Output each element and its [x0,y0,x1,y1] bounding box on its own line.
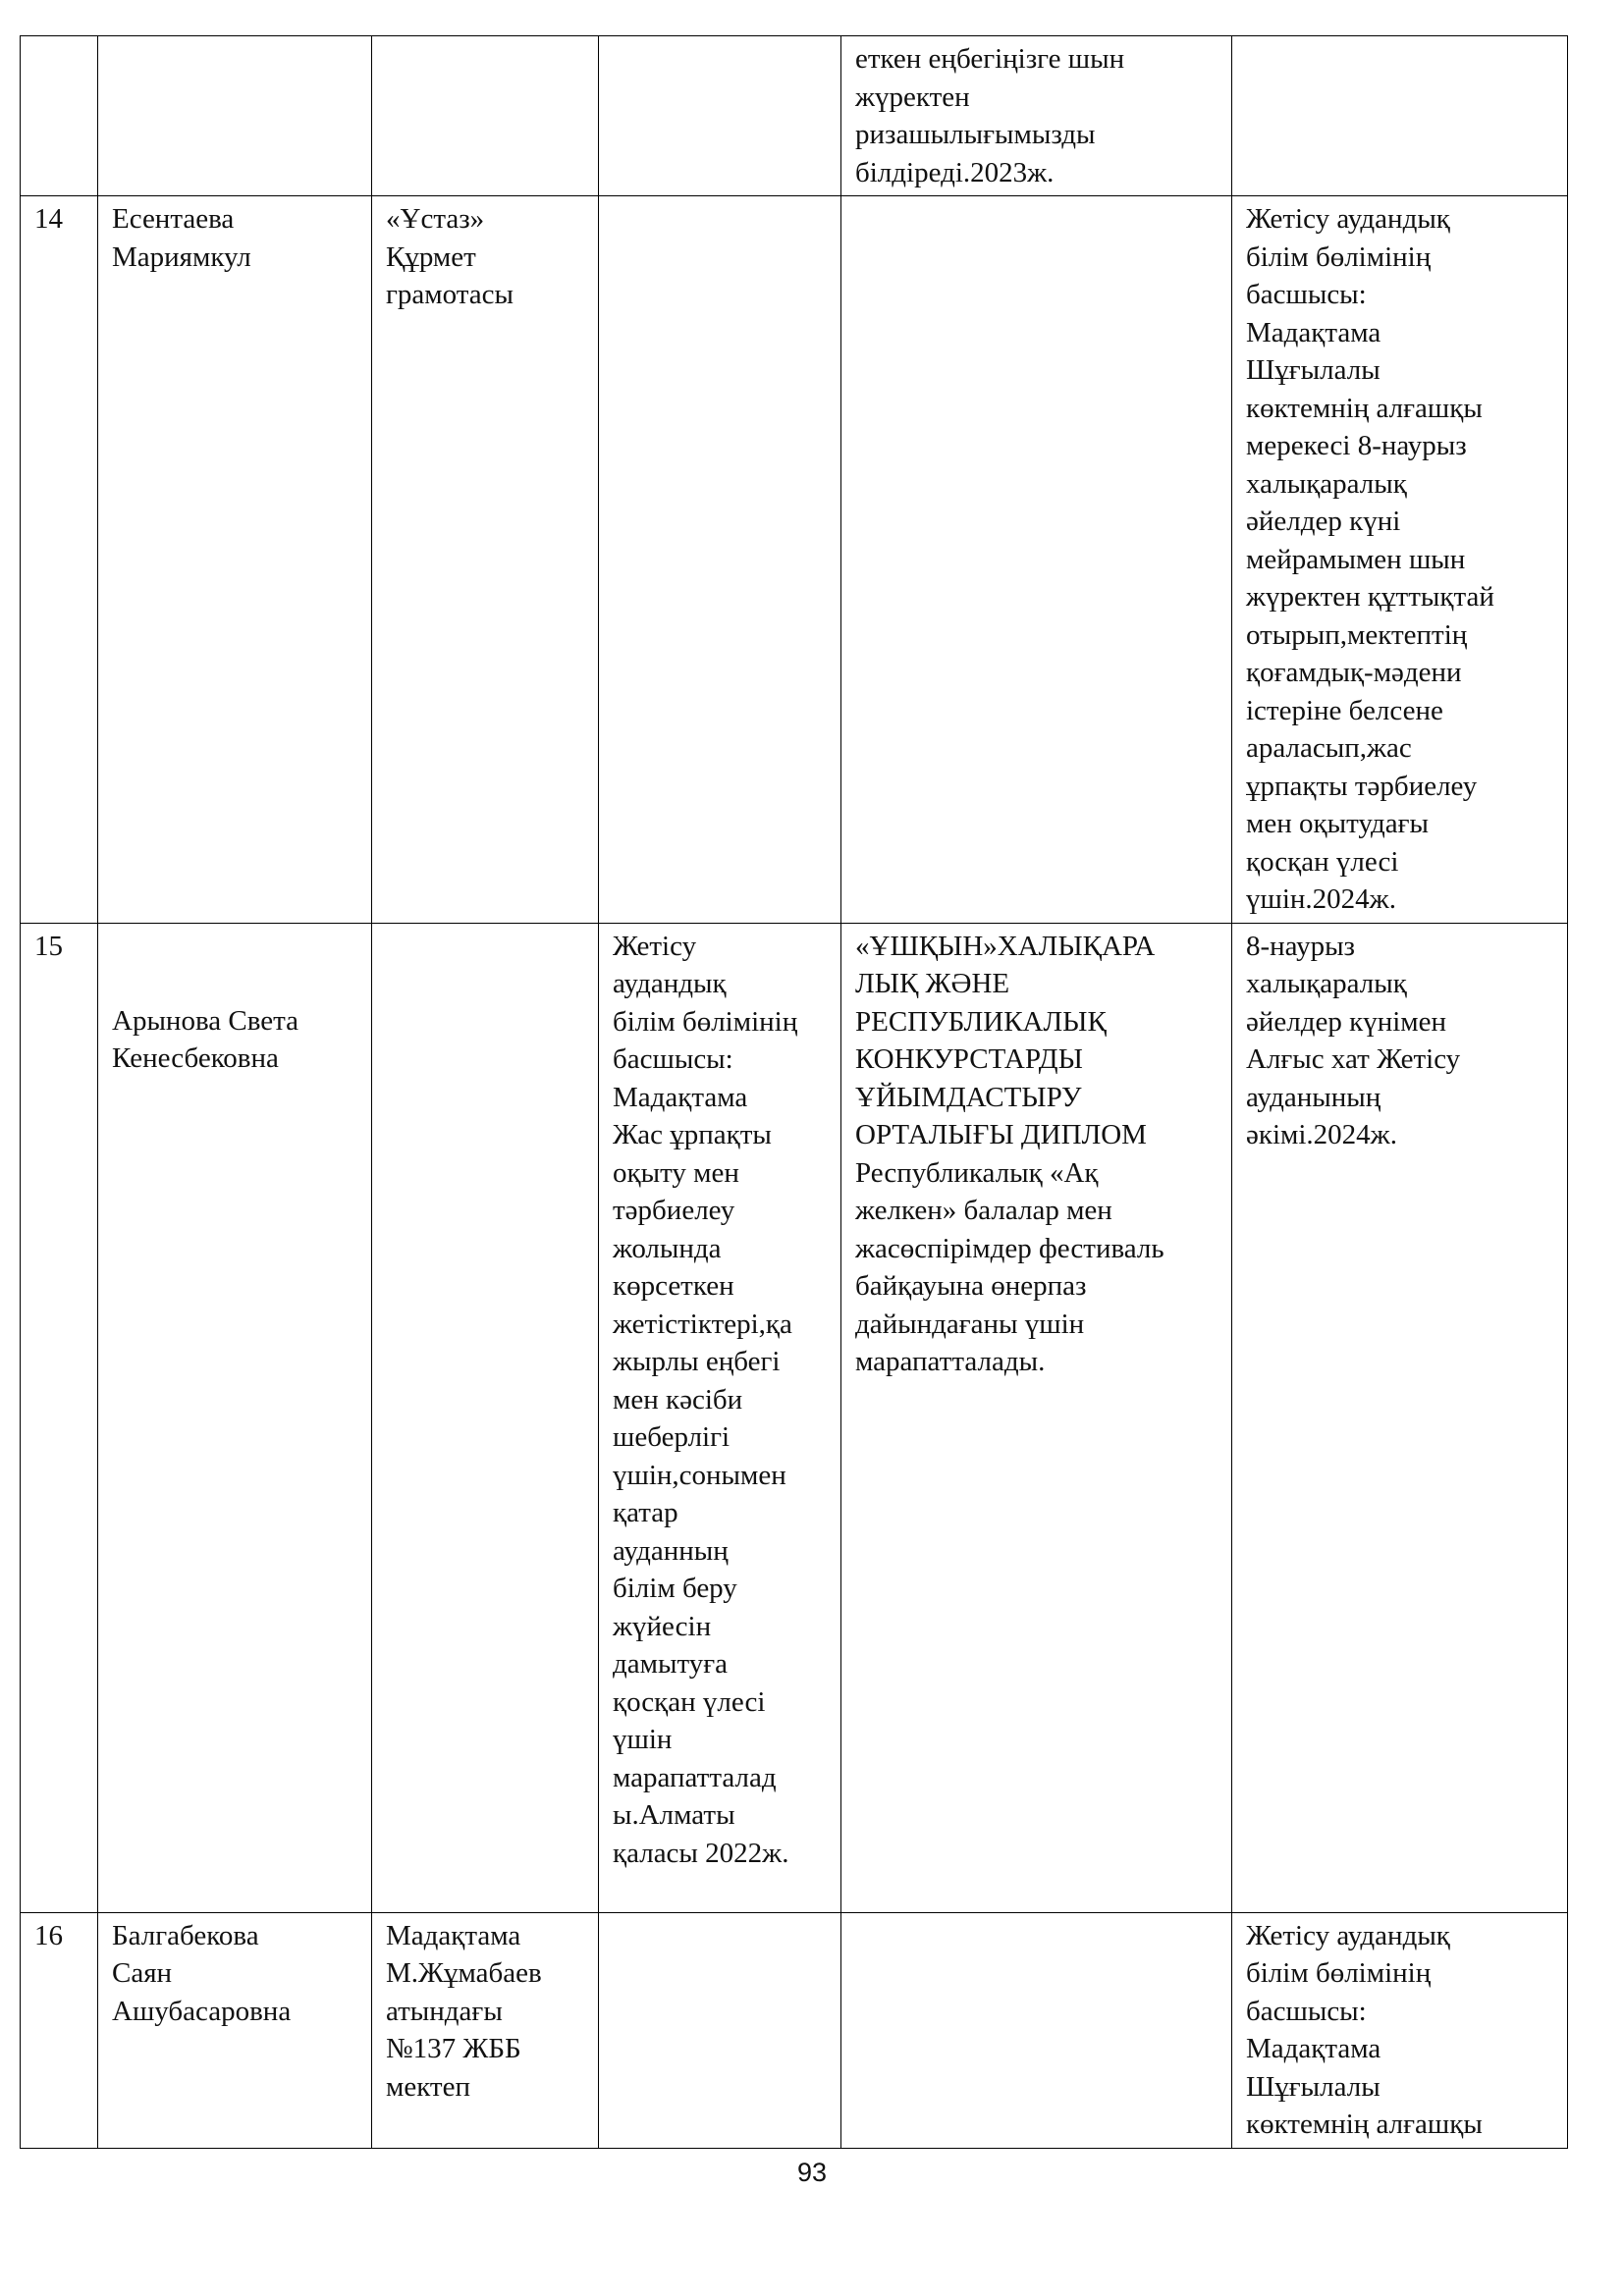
name-cell [98,923,372,1912]
page-number: 93 [796,2158,828,2187]
row-number: 16 [34,1919,63,1951]
award-cell [841,923,1232,1912]
award-cell [372,923,599,1912]
award-cell [1232,196,1568,924]
award-cell [599,36,841,196]
name-cell [98,196,372,924]
award-text: Мадақтама М.Жұмабаев атындағы №137 ЖББ мектеп [386,1919,542,2103]
award-cell [372,36,599,196]
name-cell [98,1912,372,2148]
award-cell [1232,36,1568,196]
row-number-cell [21,923,98,1912]
award-text: «Ұстаз» Құрмет грамотасы [386,203,514,310]
table-row [21,923,1568,1912]
award-cell [1232,923,1568,1912]
award-text: еткен еңбегіңізге шын жүректен ризашылығымызды білдіреді.2023ж. [855,43,1125,188]
table-row [21,196,1568,924]
table-row [21,1912,1568,2148]
row-number: 14 [34,203,63,235]
award-cell [599,1912,841,2148]
award-cell [841,36,1232,196]
award-cell [841,196,1232,924]
award-cell [372,196,599,924]
award-text: Жетісу аудандық білім бөлімінің басшысы: Мадақтама Шұғылалы көктемнің алғашқы [1246,1919,1483,2140]
award-cell [841,1912,1232,2148]
row-number-cell [21,196,98,924]
award-cell [1232,1912,1568,2148]
award-text: Жетісу аудандық білім бөлімінің басшысы: Мадақтама Жас ұрпақты оқыту мен тәрбиелеу жолында көрсеткен жетістіктері,қа жырлы еңбегі мен кәсіби шеберлігі үшін,сонымен қатар ауданның білім беру жүйесін дамытуға қосқан үлесі үшін марапатталад ы.Алматы қаласы 2022ж. [613,930,798,1869]
name-cell [98,36,372,196]
row-number: 15 [34,930,63,962]
award-text: «ҰШҚЫН»ХАЛЫҚАРА ЛЫҚ ЖӘНЕ РЕСПУБЛИКАЛЫҚ КОНКУРСТАРДЫ ҰЙЫМДАСТЫРУ ОРТАЛЫҒЫ ДИПЛОМ Республикалық «Ақ желкен» балалар мен жасөспірімдер фестиваль байқауына өнерпаз дайындағаны үшін марапатталады. [855,930,1164,1377]
person-name: Арынова Света Кенесбековна [112,1004,299,1074]
row-number-cell [21,1912,98,2148]
row-number-cell [21,36,98,196]
award-text: 8-наурыз халықаралық әйелдер күнімен Алғыс хат Жетісу ауданының әкімі.2024ж. [1246,930,1461,1150]
award-cell [372,1912,599,2148]
person-name: Балгабекова Саян Ашубасаровна [112,1919,292,2027]
table-row [21,36,1568,196]
award-cell [599,196,841,924]
person-name: Есентаева Мариямкул [112,203,251,273]
award-cell [599,923,841,1912]
award-text: Жетісу аудандық білім бөлімінің басшысы: Мадақтама Шұғылалы көктемнің алғашқы мерекесі 8-наурыз халықаралық әйелдер күні мейрамымен шын жүректен құттықтай отырып,мектептің қоғамдық-мәдени істеріне белсене араласып,жас ұрпақты тәрбиелеу мен оқытудағы қосқан үлесі үшін.2024ж. [1246,203,1494,915]
awards-table [20,35,1568,2149]
